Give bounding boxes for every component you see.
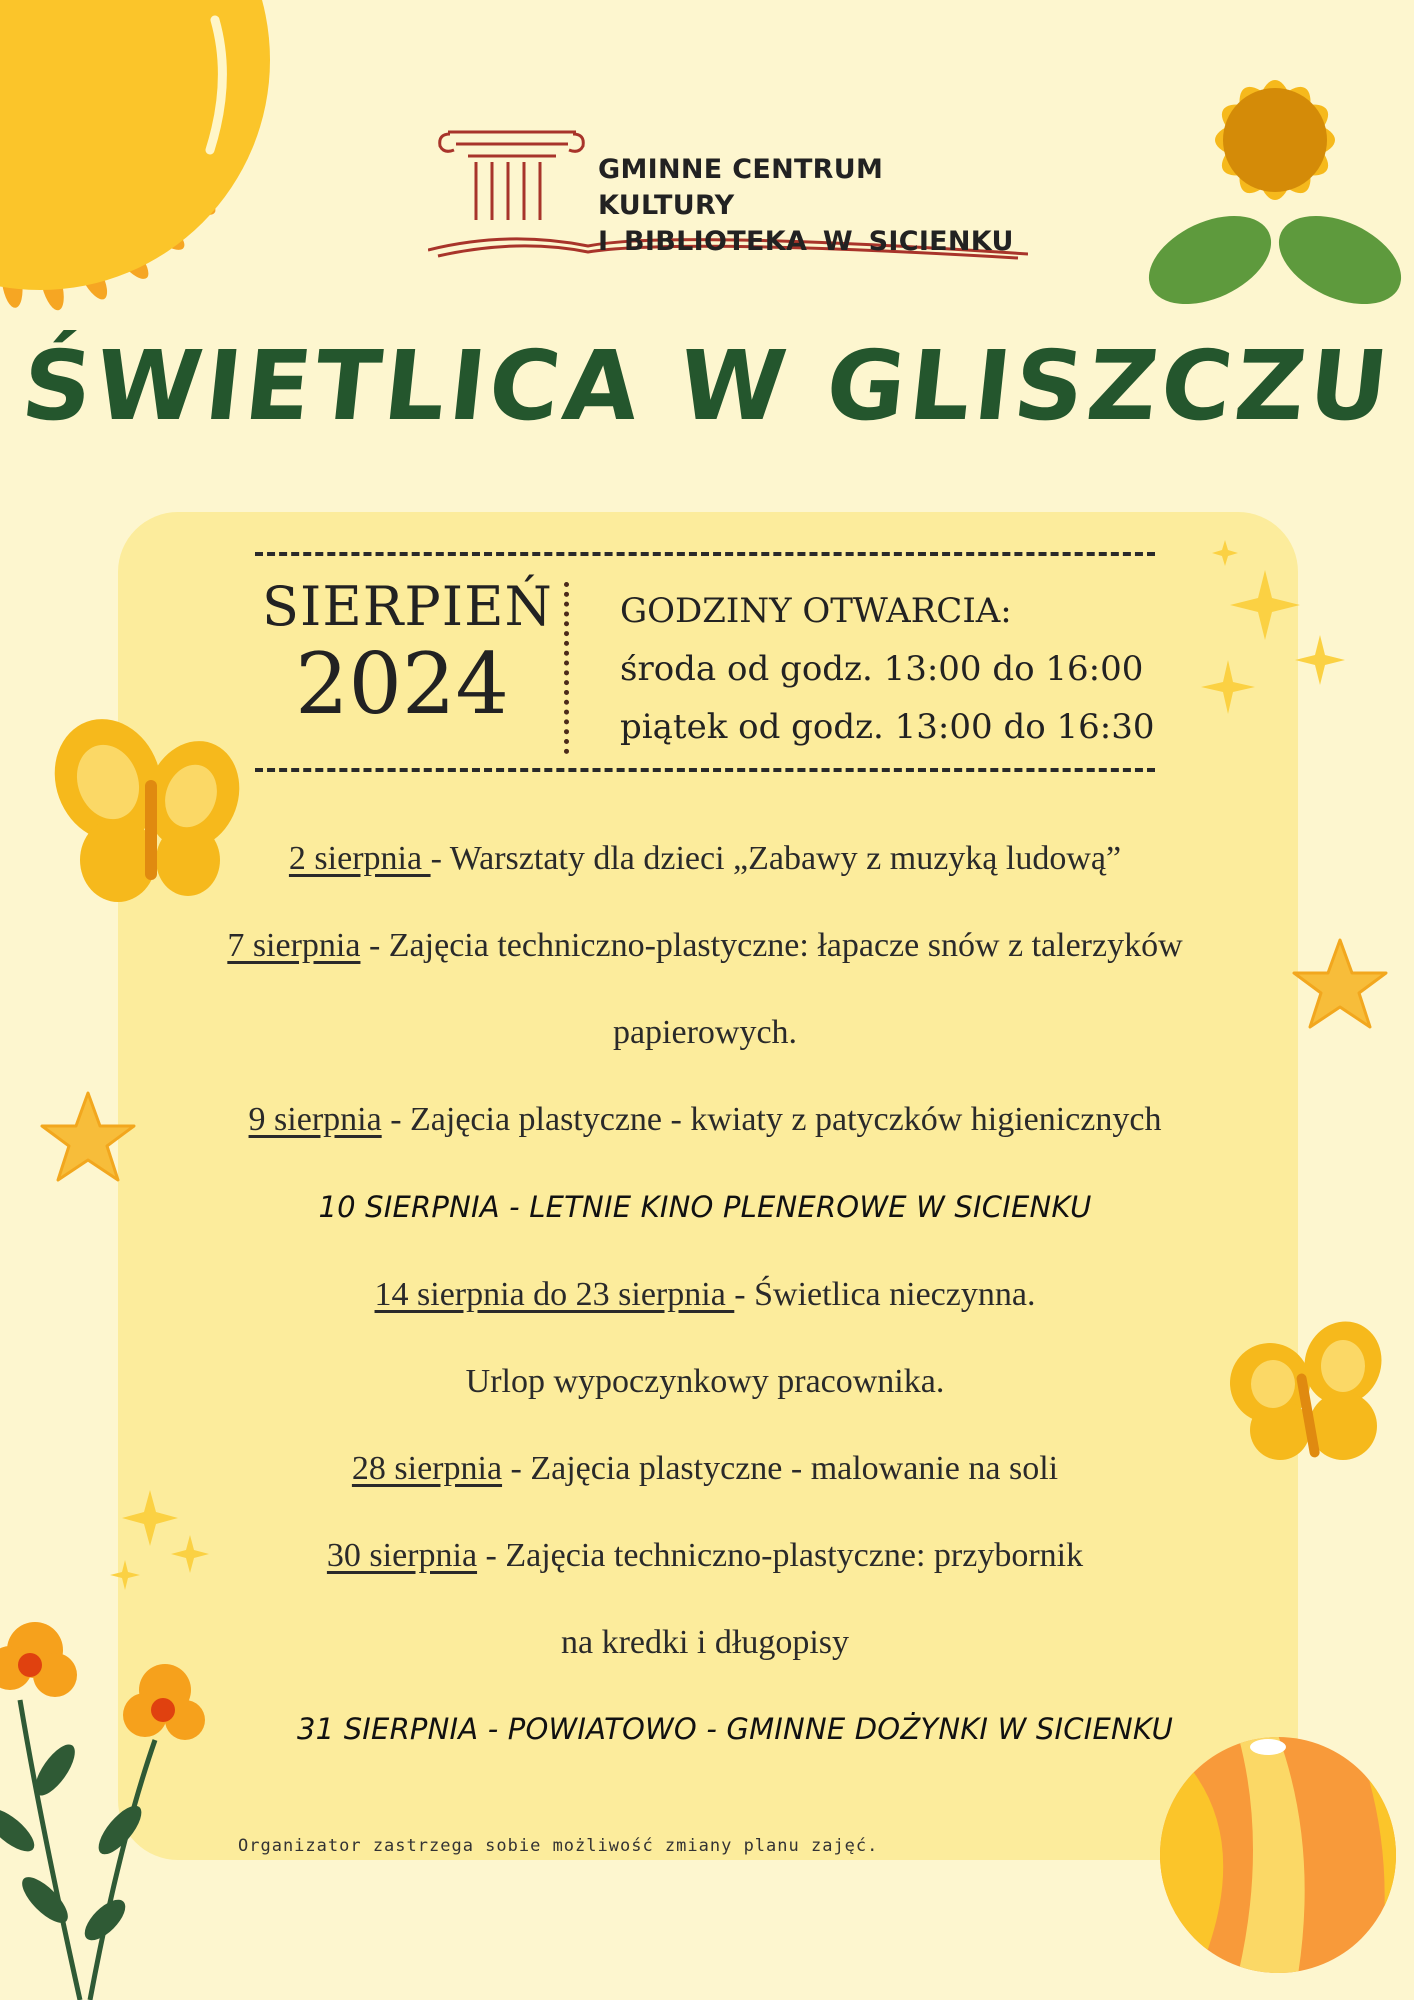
hours-heading: GODZINY OTWARCIA: [620, 591, 1012, 631]
page-title: ŚWIETLICA W GLISZCZU [16, 330, 1398, 442]
starfish-icon [38, 1088, 138, 1188]
event-highlight: 31 SIERPNIA - POWIATOWO - GMINNE DOŻYNKI W SICIENKU [296, 1712, 1174, 1746]
event-text: - Zajęcia techniczno-plastyczne: przybornik [477, 1537, 1084, 1574]
event-line [160, 1450, 1250, 1488]
event-date: 7 sierpnia [227, 927, 361, 964]
event-date: 14 sierpnia do 23 sierpnia [374, 1276, 735, 1313]
organization-logo [428, 122, 1028, 262]
bottom-dashed-divider [255, 768, 1155, 772]
event-date: 9 sierpnia [248, 1101, 382, 1138]
event-date: 28 sierpnia [351, 1450, 503, 1487]
top-dashed-divider [255, 552, 1155, 556]
event-text: na kredki i długopisy [560, 1624, 850, 1661]
event-line [160, 927, 1250, 965]
event-line [160, 1363, 1250, 1401]
event-text: - Warsztaty dla dzieci „Zabawy z muzyką ludową” [430, 840, 1122, 877]
event-date: 30 sierpnia [326, 1537, 478, 1574]
month-year: 2024 [295, 635, 509, 733]
event-text: Urlop wypoczynkowy pracownika. [465, 1363, 945, 1400]
event-highlight: 10 SIERPNIA - LETNIE KINO PLENEROWE W SICIENKU [318, 1190, 1092, 1224]
month-name: SIERPIEŃ [262, 575, 553, 638]
event-text: papierowych. [612, 1014, 798, 1051]
beach-ball-icon [1158, 1735, 1398, 1975]
event-text: - Świetlica nieczynna. [734, 1276, 1036, 1313]
event-text: - Zajęcia plastyczne - kwiaty z patyczków higienicznych [381, 1101, 1162, 1138]
event-line [160, 840, 1250, 878]
vertical-dotted-divider [564, 582, 569, 754]
opening-hours [620, 582, 1180, 756]
hours-line-1: środa od godz. 13:00 do 16:00 [620, 649, 1144, 689]
footer-note: Organizator zastrzega sobie możliwość zmiany planu zajęć. [238, 1836, 879, 1856]
starfish-icon [1290, 935, 1390, 1035]
event-line [160, 1624, 1250, 1662]
org-name-line1: GMINNE CENTRUM KULTURY [598, 154, 884, 221]
sun-icon [0, 0, 320, 330]
sunflower-icon [1140, 20, 1410, 310]
event-line [160, 1101, 1250, 1139]
event-line [160, 1014, 1250, 1052]
month-block [262, 575, 553, 733]
flower-icon [0, 1620, 230, 2000]
event-text: - Zajęcia techniczno-plastyczne: łapacze snów z talerzyków [360, 927, 1183, 964]
event-date: 2 sierpnia [288, 840, 431, 877]
butterfly-icon [48, 710, 248, 910]
org-name-line2: I BIBLIOTEKA W SICIENKU [598, 226, 1014, 257]
event-line [160, 1537, 1250, 1575]
sparkle-icon [1170, 540, 1350, 740]
event-line [160, 1276, 1250, 1314]
butterfly-icon [1225, 1318, 1390, 1478]
hours-line-2: piątek od godz. 13:00 do 16:30 [620, 707, 1155, 747]
sparkle-icon [90, 1460, 220, 1600]
event-text: - Zajęcia plastyczne - malowanie na soli [502, 1450, 1059, 1487]
